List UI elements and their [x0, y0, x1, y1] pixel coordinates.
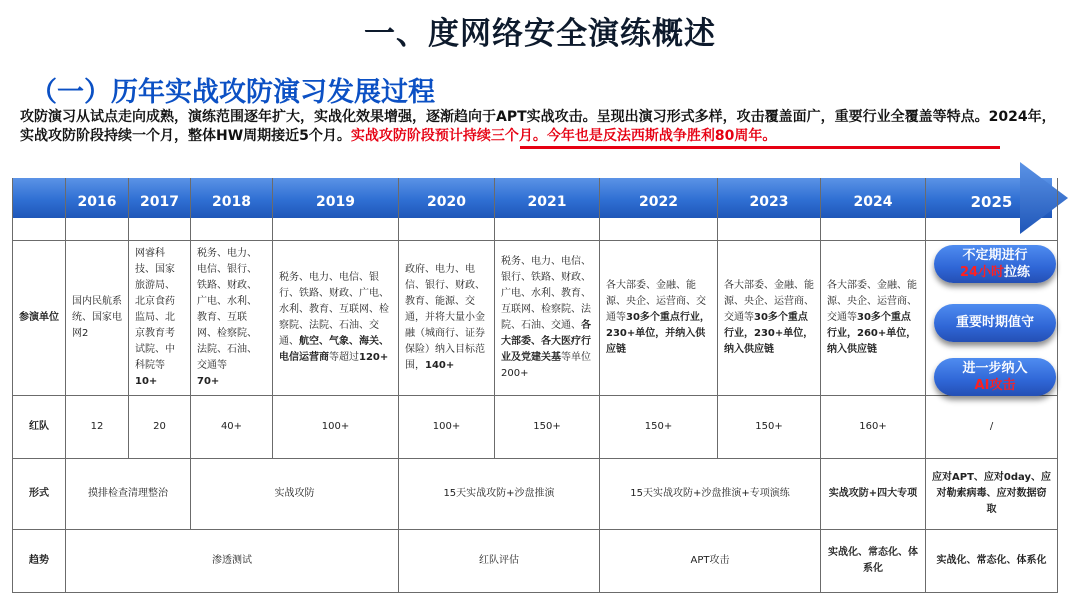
form-2016-2017: 摸排检查清理整治	[66, 458, 191, 529]
red-team-2019: 100+	[273, 395, 399, 458]
units-2018	[191, 240, 273, 395]
units-2017-text: 网睿科技、国家旅游局、北京食药监局、北京教育考试院、中科院等	[135, 247, 175, 371]
red-team-2024: 160+	[821, 395, 926, 458]
units-2020-count: 140+	[425, 359, 455, 371]
trend-2020-2021: 红队评估	[399, 529, 600, 592]
form-2018-2019: 实战攻防	[191, 458, 399, 529]
highlight-underline	[520, 146, 1000, 149]
pill-24h-line1: 不定期进行	[962, 248, 1028, 263]
red-team-2020: 100+	[399, 395, 495, 458]
units-2024-bold: 30多个重点行业，260+单位，纳入供应链	[827, 311, 917, 355]
units-2023-bold: 30多个重点行业，230+单位，纳入供应链	[724, 311, 814, 355]
units-2020-text: 政府、电力、电信、银行、财政、教育、能源、交通，并将大量小金融（城商行、证券保险）纳入目标范围，	[405, 263, 485, 371]
units-2021	[495, 240, 600, 395]
units-2019-bold: 航空、气象、海关、电信运营商	[279, 335, 389, 363]
units-2023	[718, 240, 821, 395]
trend-2016-2019: 渗透测试	[66, 529, 399, 592]
year-2019: 2019	[273, 178, 399, 240]
year-header-row	[13, 178, 1058, 240]
pill-key-period-duty: 重要时期值守	[934, 304, 1056, 342]
year-2020: 2020	[399, 178, 495, 240]
units-2019-mid: 等超过	[329, 351, 359, 363]
intro-text: 攻防演习从试点走向成熟，演练范围逐年扩大，实战化效果增强，逐渐趋向于APT实战攻击。呈现出演习形式多样，攻击覆盖面广，重要行业全覆盖等特点。2024年，实战攻防阶段持续一个月，整体HW周期接近5个月。	[20, 109, 1056, 144]
year-2025: 2025	[926, 178, 1058, 240]
row-header-trend: 趋势	[13, 529, 66, 592]
year-2016: 2016	[66, 178, 129, 240]
form-2022-2023: 15天实战攻防+沙盘推演+专项演练	[600, 458, 821, 529]
trend-2022-2023: APT攻击	[600, 529, 821, 592]
page-title: 一、度网络安全演练概述	[364, 16, 716, 52]
units-2022	[600, 240, 718, 395]
units-2023-text: 各大部委、金融、能源、央企、运营商、交通等	[724, 279, 814, 323]
units-2019	[273, 240, 399, 395]
pill-24h-highlight: 24小时	[959, 265, 1005, 280]
trend-row	[13, 529, 1058, 592]
units-2019-text: 税务、电力、电信、银行、铁路、财政、广电、水利、教育、互联网、检察院、法院、石油、交通、	[279, 271, 389, 347]
red-team-2016: 12	[66, 395, 129, 458]
units-2016: 国内民航系统、国家电网2	[66, 240, 129, 395]
year-2018: 2018	[191, 178, 273, 240]
pill-ai-highlight: AI攻击	[974, 378, 1016, 393]
row-header-red-team: 红队	[13, 395, 66, 458]
section-subtitle: （一）历年实战攻防演习发展过程	[30, 77, 435, 108]
year-2024: 2024	[821, 178, 926, 240]
red-team-2017: 20	[129, 395, 191, 458]
units-2022-text: 各大部委、金融、能源、央企、运营商、交通等	[606, 279, 706, 323]
red-team-2018: 40+	[191, 395, 273, 458]
units-2018-count: 70+	[197, 375, 220, 387]
red-team-2021: 150+	[495, 395, 600, 458]
units-2021-bold: 各大部委、各大医疗行业及党建关基	[501, 319, 591, 363]
units-2018-text: 税务、电力、电信、银行、铁路、财政、广电、水利、教育、互联网、检察院、法院、石油、交通等	[197, 247, 257, 371]
drill-history-table	[12, 178, 1058, 593]
units-2024	[821, 240, 926, 395]
pill-24h-tail: 拉练	[1004, 265, 1031, 280]
form-row	[13, 458, 1058, 529]
units-2019-count: 120+	[359, 351, 389, 363]
pill-24h-drill	[934, 245, 1056, 283]
year-2023: 2023	[718, 178, 821, 240]
red-team-2023: 150+	[718, 395, 821, 458]
red-team-2022: 150+	[600, 395, 718, 458]
intro-paragraph	[20, 108, 1065, 146]
form-2025: 应对APT、应对0day、应对勒索病毒、应对数据窃取	[926, 458, 1058, 529]
units-2017-count: 10+	[135, 375, 158, 387]
row-header-units: 参演单位	[13, 240, 66, 395]
units-2021-text: 税务、电力、电信、银行、铁路、财政、广电、水利、教育、互联网、检察院、法院、石油、交通、	[501, 255, 591, 331]
trend-2024: 实战化、常态化、体系化	[821, 529, 926, 592]
units-row	[13, 240, 1058, 395]
row-header-form: 形式	[13, 458, 66, 529]
units-2020	[399, 240, 495, 395]
units-2024-text: 各大部委、金融、能源、央企、运营商、交通等	[827, 279, 917, 323]
year-2021: 2021	[495, 178, 600, 240]
red-team-2025: /	[926, 395, 1058, 458]
pill-ai-attack	[934, 358, 1056, 396]
year-2022: 2022	[600, 178, 718, 240]
pill-ai-line1: 进一步纳入	[962, 361, 1028, 376]
form-2024: 实战攻防+四大专项	[821, 458, 926, 529]
units-2022-bold: 30多个重点行业，230+单位，并纳入供应链	[606, 311, 710, 355]
red-team-row	[13, 395, 1058, 458]
units-2017	[129, 240, 191, 395]
year-2017: 2017	[129, 178, 191, 240]
intro-highlight: 实战攻防阶段预计持续三个月。今年也是反法西斯战争胜利80周年。	[350, 128, 777, 144]
corner-cell	[13, 178, 66, 240]
form-2020-2021: 15天实战攻防+沙盘推演	[399, 458, 600, 529]
trend-2025: 实战化、常态化、体系化	[926, 529, 1058, 592]
units-2021-end: 等单位200+	[501, 351, 591, 379]
